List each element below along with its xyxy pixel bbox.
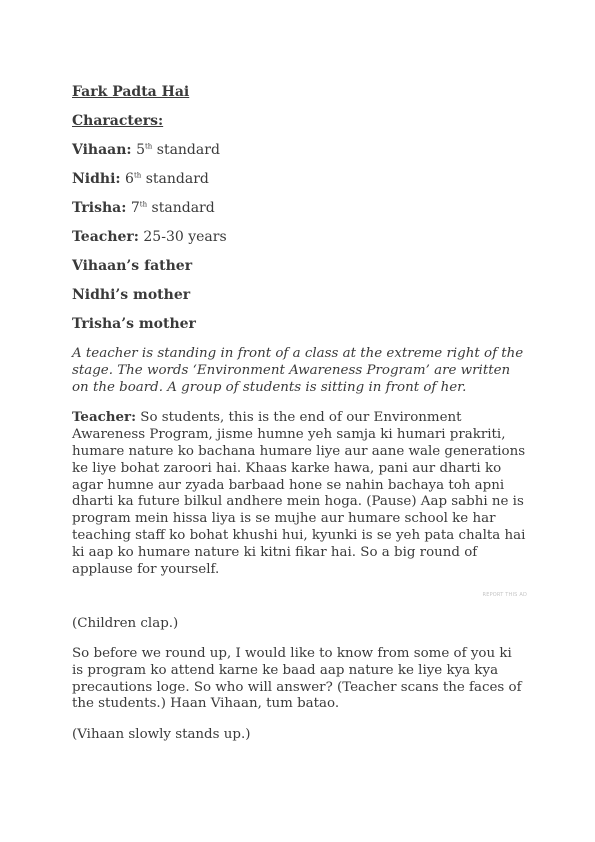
characters-heading: Characters:	[72, 113, 164, 129]
character-name: Trisha:	[72, 200, 127, 216]
teacher-question-paragraph: So before we round up, I would like to know from some of you ki is program ko attend karne ke baad aap nature ke liye kya kya precautions loge. So who will answer? (Teacher scans the faces of the students.) Haan Vihaan, tum batao.	[72, 645, 522, 712]
report-ad-link[interactable]: REPORT THIS AD	[482, 591, 527, 598]
character-list	[72, 142, 527, 333]
character-name: Vihaan:	[72, 142, 132, 158]
ordinal-suffix: th	[133, 171, 142, 180]
character-entry	[72, 200, 527, 217]
character-entry	[72, 229, 527, 246]
character-detail: standard	[141, 171, 209, 187]
ordinal-suffix: th	[139, 200, 148, 209]
character-entry	[72, 287, 527, 304]
vihaan-stands-direction: (Vihaan slowly stands up.)	[72, 726, 251, 742]
script-content	[72, 84, 527, 757]
ordinal-suffix: th	[144, 142, 153, 151]
character-entry	[72, 316, 527, 333]
teacher-speech-text: So students, this is the end of our Environment Awareness Program, jisme humne yeh samja ki humari prakriti, humare nature ko bachana humare liye aur aane wale generations ke liye bohat zaroori hai. Khaas karke hawa, pani aur dharti ko agar humne aur zyada barbaad hone se nahin bachaya toh apni dharti ka future bilkul andhere mein hoga. (Pause) Aap sabhi ne is program mein hissa liya is se mujhe aur humare school ke har teaching staff ko bohat khushi hui, kyunki is se yeh pata chalta hai ki aap ko humare nature ki kitni fikar hai. So a big round of applause for yourself.	[72, 410, 526, 577]
character-standard-number: 6	[125, 171, 134, 187]
character-standard-number: 5	[136, 142, 145, 158]
character-name: Teacher:	[72, 229, 139, 245]
character-entry	[72, 258, 527, 275]
children-clap-direction: (Children clap.)	[72, 615, 179, 631]
character-entry	[72, 171, 527, 188]
teacher-speech-paragraph	[72, 409, 527, 578]
character-entry	[72, 142, 527, 159]
play-title: Fark Padta Hai	[72, 84, 190, 100]
character-detail: 25-30 years	[138, 229, 227, 245]
stage-direction: A teacher is standing in front of a class at the extreme right of the stage. The words ‘Environment Awareness Program’ are written on the board. A group of students is sitting in front of her.	[72, 346, 524, 395]
character-standard-number: 7	[130, 200, 140, 216]
character-name: Trisha’s mother	[72, 316, 196, 332]
character-name: Nidhi’s mother	[72, 287, 191, 303]
character-detail: standard	[152, 142, 220, 158]
speaker-label-teacher: Teacher:	[72, 409, 137, 426]
character-detail: standard	[147, 200, 215, 216]
character-name: Nidhi:	[72, 171, 121, 187]
character-name: Vihaan’s father	[72, 258, 193, 274]
